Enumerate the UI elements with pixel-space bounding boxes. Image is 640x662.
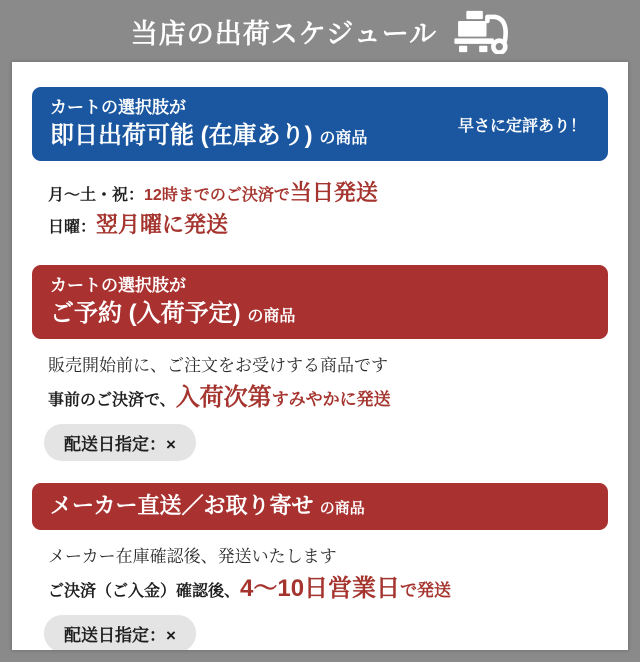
banner-same-day-emphasis: 即日出荷可能 (在庫あり) — [50, 121, 313, 149]
banner-preorder-line2 — [50, 298, 295, 329]
preorder-description — [48, 353, 608, 379]
banner-preorder-emphasis: ご予約 (入荷予定) — [50, 299, 241, 327]
maker-direct-shipping-rule — [48, 573, 608, 605]
banner-preorder-line1: カートの選択肢が — [50, 275, 186, 295]
weekday-label: 月〜土・祝： — [48, 187, 145, 205]
preorder-emphasis: 入荷次第 — [175, 384, 272, 412]
hand-truck-icon — [453, 8, 509, 54]
banner-same-day-suffix: の商品 — [319, 129, 368, 147]
preorder-delivery-date-badge: 配送日指定：× — [44, 424, 196, 461]
maker-direct-result: で発送 — [400, 581, 452, 601]
same-day-weekday-rule — [48, 177, 608, 209]
banner-preorder — [32, 265, 608, 339]
sunday-label: 日曜： — [48, 219, 97, 237]
banner-preorder-suffix: の商品 — [247, 307, 296, 325]
preorder-condition: 事前のご決済で、 — [48, 392, 176, 410]
preorder-shipping-rule — [48, 382, 608, 414]
maker-direct-description — [48, 544, 608, 570]
maker-direct-details — [12, 544, 628, 605]
banner-same-day-tagline: 早さに定評あり！ — [457, 117, 586, 135]
banner-maker-direct-suffix: の商品 — [319, 500, 365, 518]
banner-maker-direct — [32, 483, 608, 530]
banner-same-day-line2 — [50, 120, 367, 151]
banner-same-day-shipping — [32, 87, 608, 161]
maker-direct-description-text: メーカー在庫確認後、発送いたします — [48, 547, 337, 567]
banner-preorder-text — [50, 275, 295, 329]
weekday-condition: 12時までのご決済で — [144, 187, 290, 205]
header — [0, 0, 640, 62]
same-day-details — [12, 177, 628, 241]
weekday-result: 当日発送 — [289, 180, 378, 206]
preorder-result: すみやかに発送 — [271, 390, 391, 410]
content-panel — [12, 62, 628, 650]
sunday-result: 翌月曜に発送 — [96, 212, 229, 238]
banner-same-day-text — [50, 97, 367, 151]
preorder-description-text: 販売開始前に、ご注文をお受けする商品です — [48, 356, 388, 376]
banner-same-day-line1: カートの選択肢が — [50, 98, 186, 117]
maker-direct-condition: ご決済（ご入金）確認後、 — [48, 583, 241, 601]
banner-maker-direct-emphasis: メーカー直送／お取り寄せ — [50, 493, 314, 519]
maker-direct-emphasis: 4〜10日営業日 — [240, 575, 401, 603]
preorder-details — [12, 353, 628, 414]
banner-maker-direct-line — [50, 492, 365, 521]
maker-direct-delivery-date-badge: 配送日指定：× — [44, 615, 196, 650]
same-day-sunday-rule — [48, 209, 608, 241]
page-title: 当店の出荷スケジュール — [130, 18, 438, 49]
